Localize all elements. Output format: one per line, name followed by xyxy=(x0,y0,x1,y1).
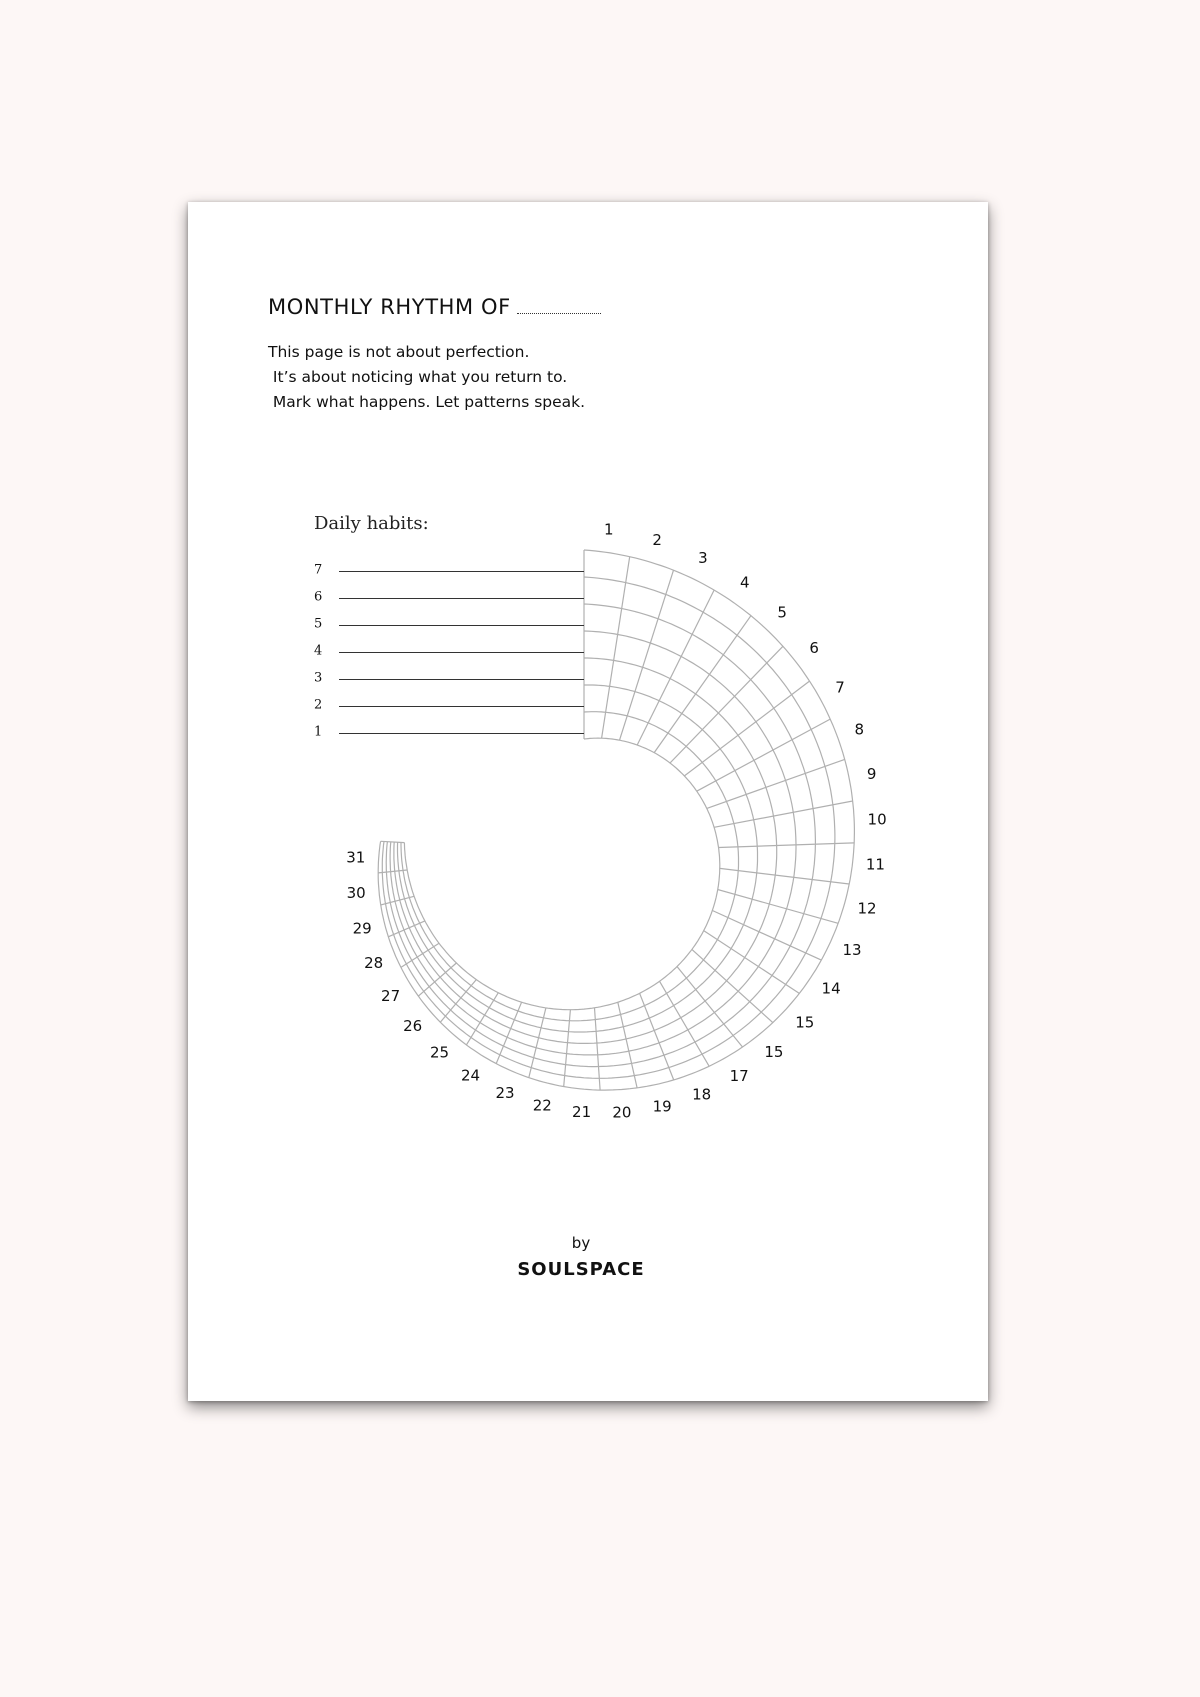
habit-number: 6 xyxy=(314,589,323,605)
day-label: 27 xyxy=(381,986,401,1005)
habits-label: Daily habits: xyxy=(314,513,429,534)
habit-day-cell[interactable] xyxy=(391,842,395,872)
habit-day-cell[interactable] xyxy=(568,1031,597,1043)
day-label: 4 xyxy=(740,573,750,592)
habit-day-cell[interactable] xyxy=(793,809,815,845)
habit-number: 4 xyxy=(314,643,323,659)
day-label: 3 xyxy=(698,549,708,567)
day-label: 23 xyxy=(495,1084,515,1103)
day-label: 22 xyxy=(532,1096,552,1115)
habit-day-cell[interactable] xyxy=(774,812,797,845)
habit-day-cell[interactable] xyxy=(734,820,757,847)
day-label: 20 xyxy=(612,1103,632,1122)
day-label: 15 xyxy=(795,1013,815,1032)
day-label: 15 xyxy=(764,1043,784,1062)
brand-logo: SOULSPACE xyxy=(517,1259,645,1280)
day-label: 21 xyxy=(572,1103,592,1121)
day-label: 1 xyxy=(604,520,614,539)
intro-line: Mark what happens. Let patterns speak. xyxy=(268,393,586,411)
page-title: MONTHLY RHYTHM OF xyxy=(268,295,511,319)
day-label: 19 xyxy=(652,1097,672,1116)
habit-day-cell[interactable] xyxy=(813,805,835,844)
habit-day-cell[interactable] xyxy=(794,844,816,879)
day-label: 26 xyxy=(403,1017,423,1035)
day-label: 8 xyxy=(854,720,865,739)
habit-day-cell[interactable] xyxy=(584,631,618,660)
day-label: 5 xyxy=(777,603,787,622)
day-label: 24 xyxy=(460,1066,481,1085)
habit-day-cell[interactable] xyxy=(754,816,777,846)
habit-number: 3 xyxy=(314,670,323,686)
habit-day-cell[interactable] xyxy=(757,846,777,876)
habit-number: 5 xyxy=(314,616,323,632)
habit-day-cell[interactable] xyxy=(738,846,757,873)
day-label: 28 xyxy=(364,954,384,972)
habit-day-cell[interactable] xyxy=(584,658,614,686)
day-label: 14 xyxy=(821,979,841,998)
intro-line: It’s about noticing what you return to. xyxy=(268,368,568,386)
habit-day-cell[interactable] xyxy=(833,801,854,844)
habit-day-cell[interactable] xyxy=(569,1008,595,1021)
day-label: 2 xyxy=(652,531,662,550)
day-label: 13 xyxy=(842,941,862,959)
habit-number: 1 xyxy=(314,724,323,740)
day-label: 10 xyxy=(867,810,887,829)
habit-day-cell[interactable] xyxy=(569,1020,597,1032)
habit-number: 7 xyxy=(314,562,323,578)
intro-line: This page is not about perfection. xyxy=(268,343,530,361)
day-label: 12 xyxy=(857,899,877,918)
habit-day-cell[interactable] xyxy=(775,845,796,878)
habit-day-cell[interactable] xyxy=(584,685,610,712)
day-label: 9 xyxy=(866,765,877,784)
day-label: 11 xyxy=(865,855,885,874)
day-label: 31 xyxy=(346,848,366,867)
day-label: 29 xyxy=(352,919,372,938)
habit-number: 2 xyxy=(314,697,323,713)
habit-day-cell[interactable] xyxy=(719,847,739,871)
day-label: 17 xyxy=(729,1067,749,1086)
habit-day-cell[interactable] xyxy=(567,1043,598,1055)
byline: by xyxy=(571,1234,591,1252)
day-label: 25 xyxy=(429,1043,450,1062)
day-label: 7 xyxy=(835,678,845,697)
day-label: 30 xyxy=(346,884,366,902)
habit-day-cell[interactable] xyxy=(584,604,622,635)
day-label: 6 xyxy=(809,638,819,657)
habit-day-cell[interactable] xyxy=(566,1054,599,1067)
day-label: 18 xyxy=(692,1085,712,1104)
